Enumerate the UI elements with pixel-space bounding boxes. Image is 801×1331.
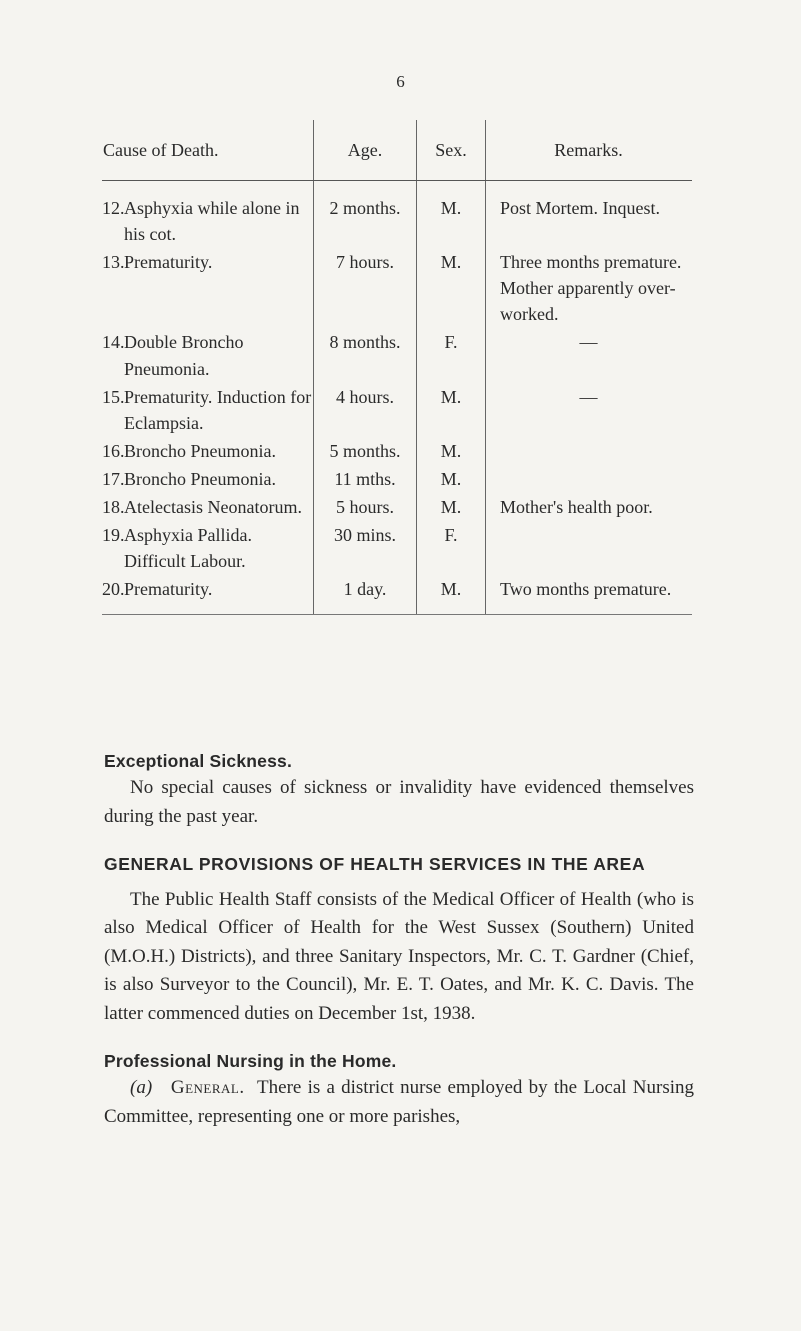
table-row: [102, 493, 692, 521]
sex-cell: M.: [417, 575, 486, 615]
header-cause: Cause of Death.: [102, 120, 314, 181]
table-header-row: [102, 120, 692, 181]
age-cell: 1 day.: [314, 575, 417, 615]
table-row: [102, 575, 692, 615]
row-number: 14.: [102, 332, 125, 353]
remarks-cell: —: [486, 328, 693, 382]
row-number: 12.: [102, 198, 125, 218]
nursing-label-letter: (a): [130, 1077, 153, 1099]
table-row: [102, 328, 692, 382]
cause-text: Double Broncho Pneumonia.: [124, 332, 244, 379]
nursing-label: General.: [170, 1077, 245, 1099]
sex-cell: M.: [417, 493, 486, 521]
sex-cell: M.: [417, 181, 486, 249]
cause-text: Asphyxia Pallida. Difficult Labour.: [124, 525, 252, 572]
age-cell: 8 months.: [314, 328, 417, 382]
age-cell: 5 hours.: [314, 493, 417, 521]
sex-cell: F.: [417, 521, 486, 575]
table-body: [102, 181, 692, 615]
paragraph-exceptional-sickness: No special causes of sickness or invalidity have evidenced themselves during the past year.: [104, 777, 694, 827]
heading-exceptional-sickness: Exceptional Sickness.: [104, 751, 293, 771]
cause-text: Atelectasis Neonatorum.: [124, 497, 302, 518]
cause-text: Prematurity.: [124, 579, 213, 600]
cause-cell: [102, 328, 314, 382]
age-cell: 2 months.: [314, 181, 417, 249]
row-number: 20.: [102, 579, 125, 600]
page-number: 6: [396, 72, 405, 91]
remarks-cell: —: [486, 383, 693, 437]
age-cell: 5 months.: [314, 437, 417, 465]
cause-text: Prematurity. Induction for Eclampsia.: [124, 386, 312, 433]
cause-cell: [102, 575, 314, 615]
remarks-cell: [486, 521, 693, 575]
age-cell: 30 mins.: [314, 521, 417, 575]
cause-cell: [102, 465, 314, 493]
nursing-text: There is a district nurse employed by the Local Nursing Committee, representing one or more parishes,: [104, 1077, 695, 1127]
table-row: [102, 181, 692, 249]
header-remarks: Remarks.: [486, 120, 693, 181]
row-number: 17.: [102, 468, 125, 489]
header-age: Age.: [314, 120, 417, 181]
remarks-cell: Mother's health poor.: [486, 493, 693, 521]
table-row: [102, 521, 692, 575]
age-cell: 4 hours.: [314, 383, 417, 437]
remarks-cell: [486, 465, 693, 493]
cause-cell: [102, 248, 314, 328]
remarks-cell: [486, 437, 693, 465]
sex-cell: M.: [417, 437, 486, 465]
cause-text: Asphyxia while alone in his cot.: [124, 198, 300, 245]
cause-cell: [102, 383, 314, 437]
body-text: [104, 748, 694, 1131]
cause-cell: [102, 493, 314, 521]
row-number: 13.: [102, 252, 125, 273]
remarks-cell: Post Mortem. Inquest.: [486, 181, 693, 249]
paragraph-general-provisions: The Public Health Staff consists of the Medical Officer of Health (who is also Medical Officer of Health for the West Sussex (Southern) United (M.O.H.) Districts), and three Sanitary Inspectors, Mr. C. T. Gardner (Chief, is also Surveyor to the Council), Mr. E. T. Oates, and Mr. K. C. Davis. The latter commenced duties on December 1st, 1938.: [104, 888, 694, 1024]
row-number: 15.: [102, 386, 125, 407]
heading-general-provisions: GENERAL PROVISIONS OF HEALTH SERVICES IN THE AREA: [104, 854, 646, 875]
table-row: [102, 248, 692, 328]
cause-text: Broncho Pneumonia.: [124, 440, 276, 461]
causes-of-death-table: [102, 120, 692, 615]
table-row: [102, 465, 692, 493]
sex-cell: M.: [417, 248, 486, 328]
row-number: 19.: [102, 525, 125, 546]
cause-cell: [102, 181, 314, 249]
table-row: [102, 437, 692, 465]
remarks-cell: Three months premature. Mother apparently over-worked.: [486, 248, 693, 328]
heading-professional-nursing: Professional Nursing in the Home.: [104, 1051, 397, 1071]
paragraph-professional-nursing: [104, 1074, 694, 1131]
cause-cell: [102, 521, 314, 575]
cause-text: Broncho Pneumonia.: [124, 468, 276, 489]
age-cell: 11 mths.: [314, 465, 417, 493]
cause-text: Prematurity.: [124, 252, 213, 273]
sex-cell: M.: [417, 465, 486, 493]
sex-cell: M.: [417, 383, 486, 437]
table-row: [102, 383, 692, 437]
cause-cell: [102, 437, 314, 465]
row-number: 16.: [102, 440, 125, 461]
remarks-cell: Two months premature.: [486, 575, 693, 615]
row-number: 18.: [102, 497, 125, 518]
header-sex: Sex.: [417, 120, 486, 181]
age-cell: 7 hours.: [314, 248, 417, 328]
sex-cell: F.: [417, 328, 486, 382]
